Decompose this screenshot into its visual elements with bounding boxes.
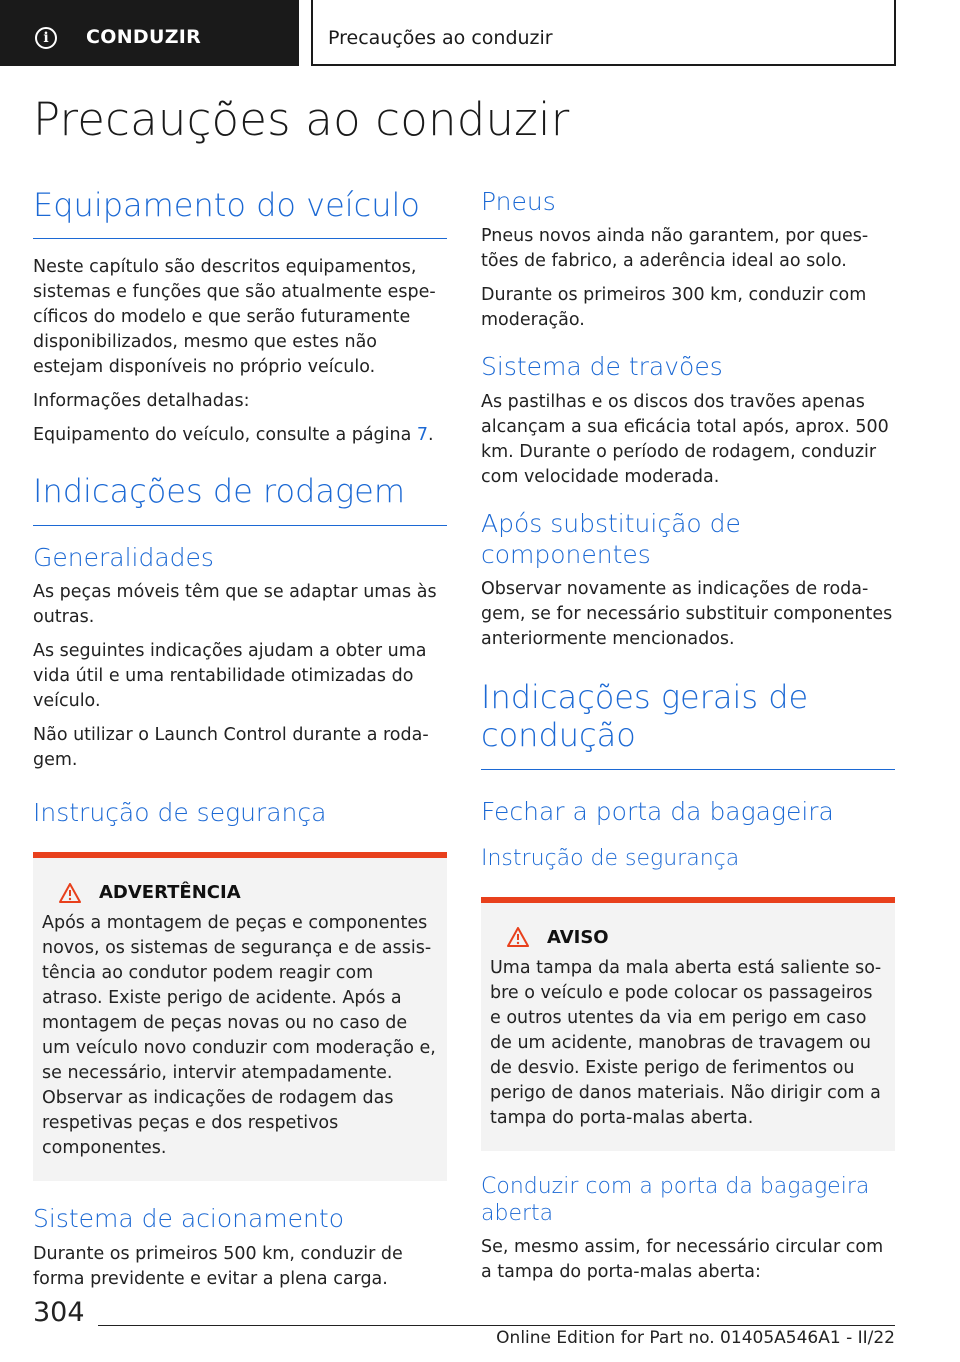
heading-generalidades: Generalidades [33, 542, 214, 572]
heading-pneus: Pneus [481, 187, 556, 216]
paragraph: Durante os primeiros 300 km, conduzir com moderação. [481, 285, 867, 331]
heading-equipamento: Equipamento do veículo [33, 186, 447, 239]
paragraph: As seguintes indicações ajudam a obter uma vida útil e uma rentabilidade otimizadas do veículo. [33, 641, 427, 712]
warning-triangle-icon [507, 927, 529, 947]
paragraph: Se, mesmo assim, for necessário circular com a tampa do porta-malas aberta: [481, 1236, 884, 1282]
breadcrumb-label: Precauções ao conduzir [328, 27, 553, 49]
warning-text: Após a montagem de peças e componentes novos, os sistemas de segurança e de assistência ao condutor podem reagir com atraso. Existe perigo de acidente. Após a montagem de peças novas ou no caso de um veículo novo conduzir com moderação e, se necessário, intervir atempadamente. Observar as indicações de rodagem das respetivas peças e dos respetivos componentes. [42, 913, 436, 1159]
paragraph: Informações detalhadas: [33, 391, 250, 412]
paragraph: As peças móveis têm que se adaptar umas às outras. [33, 582, 437, 628]
heading-rodagem: Indicações de rodagem [33, 472, 447, 525]
paragraph: Neste capítulo são descritos equipamentos, sistemas e funções que são atualmente específicos do modelo e que serão futuramente disponibilizados, mesmo que estes não estejam disponíveis no próprio veículo. [33, 257, 436, 378]
heading-gerais: Indicações gerais de condução [481, 678, 895, 770]
page-link[interactable]: 7 [416, 425, 429, 446]
header-section-tab [0, 0, 299, 66]
info-icon: i [35, 27, 57, 49]
warning-text: Uma tampa da mala aberta está saliente sobre o veículo e pode colocar os passageiros e outros utentes da via em perigo em caso de um acidente, manobras de travagem ou de desvio. Existe perigo de ferimentos ou perigo de danos materiais. Não dirigir com a tampa do porta-malas aberta. [490, 957, 882, 1128]
paragraph: Pneus novos ainda não garantem, por questões de fabrico, a aderência ideal ao solo. [481, 226, 869, 272]
paragraph: Durante os primeiros 500 km, conduzir de forma previdente e evitar a plena carga. [33, 1243, 403, 1289]
footer-edition: Online Edition for Part no. 01405A546A1 - II/22 [496, 1328, 895, 1348]
heading-seguranca-2: Instrução de segurança [481, 846, 740, 872]
heading-travoes: Sistema de travões [481, 352, 723, 382]
heading-fechar: Fechar a porta da bagageira [481, 796, 834, 826]
header-breadcrumb [311, 0, 896, 66]
warning-triangle-icon [59, 883, 81, 903]
paragraph: As pastilhas e os discos dos travões apenas alcançam a sua eficácia total após, aprox. 500 km. Durante o período de rodagem, conduzir com velocidade moderada. [481, 391, 889, 487]
paragraph: Observar novamente as indicações de rodagem, se for necessário substituir componentes anteriormente mencionados. [481, 579, 893, 649]
page-title: Precauções ao conduzir [33, 93, 570, 146]
heading-aberta: Conduzir com a porta da bagageira aberta [481, 1173, 870, 1227]
paragraph-text: Equipamento do veículo, consulte a página [33, 425, 417, 446]
left-column [33, 186, 447, 1301]
heading-acionamento: Sistema de acionamento [33, 1204, 344, 1234]
warning-box [481, 897, 895, 1151]
warning-label: ADVERTÊNCIA [99, 882, 241, 904]
right-column [481, 186, 895, 1294]
page-number: 304 [33, 1297, 85, 1328]
footer-divider [98, 1325, 895, 1326]
paragraph-end: . [428, 425, 434, 446]
paragraph-with-link [33, 423, 447, 448]
warning-label: AVISO [547, 926, 609, 948]
heading-seguranca: Instrução de segurança [33, 798, 327, 828]
warning-box [33, 852, 447, 1181]
header-section-label: CONDUZIR [86, 26, 202, 48]
paragraph: Não utilizar o Launch Control durante a rodagem. [33, 725, 429, 771]
heading-componentes: Após substituição de componentes [481, 508, 741, 569]
